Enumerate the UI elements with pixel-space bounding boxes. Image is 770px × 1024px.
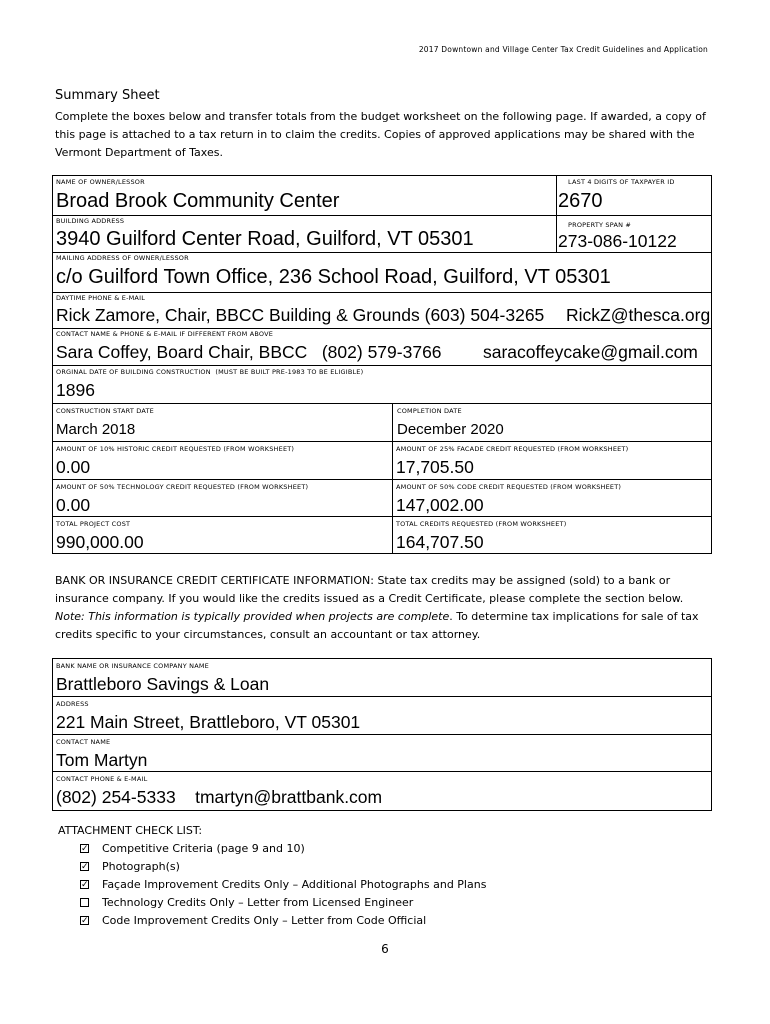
attachment-checklist: [58, 822, 486, 930]
daytime-phone-label: DAYTIME PHONE & E-MAIL: [56, 294, 146, 302]
checklist-item-label: Photograph(s): [102, 860, 180, 873]
bank-contact-name-field[interactable]: Tom Martyn: [56, 750, 148, 770]
construction-start-field[interactable]: March 2018: [56, 421, 136, 438]
daytime-phone-field[interactable]: Rick Zamore, Chair, BBCC Building & Grounds (603) 504-3265: [56, 305, 545, 325]
bank-form: [52, 658, 712, 811]
checklist-item-label: Technology Credits Only – Letter from Licensed Engineer: [102, 896, 414, 909]
checklist-item: [78, 840, 486, 858]
facade-credit-label: AMOUNT OF 25% FACADE CREDIT REQUESTED (FROM WORKSHEET): [396, 445, 629, 453]
code-credit-field[interactable]: 147,002.00: [396, 495, 484, 515]
bank-contact-row: [53, 735, 711, 772]
checklist-item: [78, 876, 486, 894]
owner-name-field[interactable]: Broad Brook Community Center: [56, 190, 340, 212]
building-address-row: [53, 216, 711, 253]
historic-facade-row: [53, 442, 711, 480]
construction-start-label: CONSTRUCTION START DATE: [56, 407, 154, 415]
checklist-item: [78, 894, 486, 912]
bank-phone-row: [53, 772, 711, 810]
owner-name-label: NAME OF OWNER/LESSOR: [56, 178, 145, 186]
historic-credit-label: AMOUNT OF 10% HISTORIC CREDIT REQUESTED (FROM WORKSHEET): [56, 445, 295, 453]
checklist-item-label: Code Improvement Credits Only – Letter from Code Official: [102, 914, 427, 927]
bank-contact-phone-label: CONTACT PHONE & E-MAIL: [56, 775, 148, 783]
bank-name-field[interactable]: Brattleboro Savings & Loan: [56, 674, 270, 694]
completion-date-field[interactable]: December 2020: [397, 421, 504, 438]
contact-label: CONTACT NAME & PHONE & E-MAIL IF DIFFERENT FROM ABOVE: [56, 330, 274, 338]
taxpayer-id-field[interactable]: 2670: [558, 190, 603, 212]
checklist-item: [78, 912, 486, 930]
page-number: 6: [381, 942, 389, 956]
construction-date-label: ORGINAL DATE OF BUILDING CONSTRUCTION (MUST BE BUILT PRE-1983 TO BE ELIGIBLE): [56, 368, 364, 376]
checklist-item-label: Competitive Criteria (page 9 and 10): [102, 842, 305, 855]
summary-form: [52, 175, 712, 554]
total-project-cost-field[interactable]: 990,000.00: [56, 532, 144, 552]
code-credit-label: AMOUNT OF 50% CODE CREDIT REQUESTED (FROM WORKSHEET): [396, 483, 622, 491]
building-address-label: BUILDING ADDRESS: [56, 217, 125, 225]
contact-field[interactable]: Sara Coffey, Board Chair, BBCC (802) 579-3766: [56, 342, 442, 362]
bank-address-field[interactable]: 221 Main Street, Brattleboro, VT 05301: [56, 712, 361, 732]
mailing-address-row: [53, 253, 711, 293]
totals-row: [53, 517, 711, 553]
property-span-field[interactable]: 273-086-10122: [558, 231, 677, 251]
taxpayer-id-label: LAST 4 DIGITS OF TAXPAYER ID: [568, 178, 675, 186]
checkbox-facade-improvement[interactable]: ✓: [81, 880, 89, 890]
contact-row: [53, 329, 711, 366]
construction-date-field[interactable]: 1896: [56, 380, 95, 400]
running-header: 2017 Downtown and Village Center Tax Credit Guidelines and Application: [418, 45, 708, 54]
summary-title: Summary Sheet: [55, 88, 160, 103]
dates-row: [53, 404, 711, 442]
mailing-address-field[interactable]: c/o Guilford Town Office, 236 School Road, Guilford, VT 05301: [56, 266, 611, 288]
checkbox-competitive-criteria[interactable]: ✓: [81, 844, 89, 854]
bank-intro-text: BANK OR INSURANCE CREDIT CERTIFICATE INFORMATION: State tax credits may be assigned (sold) to a bank or insurance company. If you would like the credits issued as a Credit Certificate, please complete the section below.: [55, 574, 684, 605]
construction-date-row: [53, 366, 711, 404]
technology-credit-label: AMOUNT OF 50% TECHNOLOGY CREDIT REQUESTED (FROM WORKSHEET): [56, 483, 309, 491]
checklist-title: ATTACHMENT CHECK LIST:: [58, 824, 203, 837]
property-span-label: PROPERTY SPAN #: [568, 221, 632, 229]
summary-intro: Complete the boxes below and transfer totals from the budget worksheet on the following page. If awarded, a copy of this page is attached to a tax return in to claim the credits. Copies of approved applications may be shared with the Vermont Department of Taxes.: [55, 110, 706, 159]
building-address-field[interactable]: 3940 Guilford Center Road, Guilford, VT 05301: [56, 228, 474, 250]
checkbox-code-improvement[interactable]: ✓: [81, 916, 89, 926]
contact-email-field[interactable]: saracoffeycake@gmail.com: [483, 342, 698, 362]
bank-certificate-intro: [55, 572, 715, 644]
facade-credit-field[interactable]: 17,705.50: [396, 457, 474, 477]
bank-name-row: [53, 659, 711, 697]
checkbox-photographs[interactable]: ✓: [81, 862, 89, 872]
owner-row: [53, 176, 711, 216]
bank-address-label: ADDRESS: [56, 700, 89, 708]
checklist-item: [78, 858, 486, 876]
total-project-cost-label: TOTAL PROJECT COST: [56, 520, 131, 528]
historic-credit-field[interactable]: 0.00: [56, 457, 91, 477]
bank-intro-note: Note: This information is typically provided when projects are complete: [55, 610, 450, 623]
completion-date-label: COMPLETION DATE: [397, 407, 462, 415]
technology-code-row: [53, 480, 711, 517]
mailing-address-label: MAILING ADDRESS OF OWNER/LESSOR: [56, 254, 189, 262]
bank-intro-text-end: . To determine tax implications for sale of tax credits specific to your circumstances, consult an accountant or tax attorney.: [55, 610, 699, 641]
total-credits-label: TOTAL CREDITS REQUESTED (FROM WORKSHEET): [396, 520, 567, 528]
checkbox-technology-credits[interactable]: [80, 898, 89, 907]
bank-name-label: BANK NAME OR INSURANCE COMPANY NAME: [56, 662, 209, 670]
daytime-phone-row: [53, 293, 711, 329]
bank-address-row: [53, 697, 711, 735]
technology-credit-field[interactable]: 0.00: [56, 495, 91, 515]
bank-contact-name-label: CONTACT NAME: [56, 738, 111, 746]
total-credits-field[interactable]: 164,707.50: [396, 532, 484, 552]
bank-contact-phone-field[interactable]: (802) 254-5333 tmartyn@brattbank.com: [56, 787, 383, 807]
daytime-email-field[interactable]: RickZ@thesca.org: [566, 305, 711, 325]
checklist-item-label: Façade Improvement Credits Only – Additional Photographs and Plans: [102, 878, 487, 891]
